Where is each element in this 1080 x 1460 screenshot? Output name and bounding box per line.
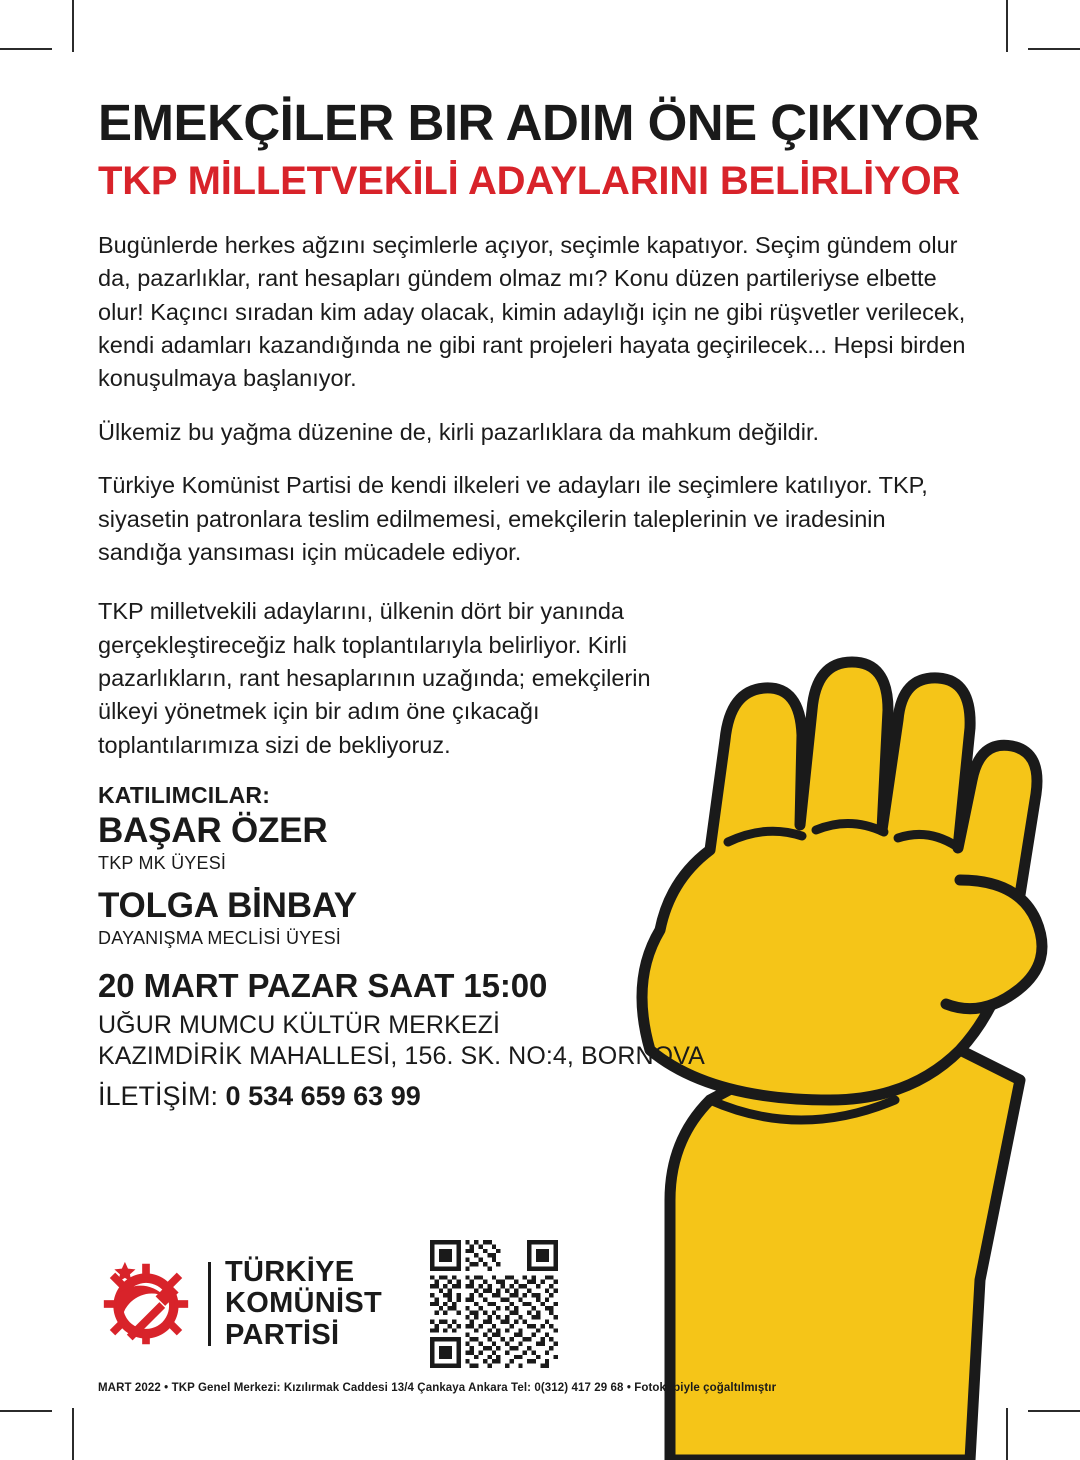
- poster-text-column: [98, 96, 988, 1112]
- logo-line-2: KOMÜNİST: [225, 1287, 383, 1320]
- hammer-sickle-gear-icon: [98, 1258, 194, 1350]
- participant-name: TOLGA BİNBAY: [98, 886, 357, 926]
- participant-2: [98, 886, 988, 949]
- participant-1: [98, 811, 988, 874]
- paragraph-2: Ülkemiz bu yağma düzenine de, kirli pazarlıklara da mahkum değildir.: [98, 418, 820, 445]
- contact-number[interactable]: 0 534 659 63 99: [225, 1081, 421, 1112]
- paragraph-3: Türkiye Komünist Partisi de kendi ilkeleri ve adayları ile seçimlere katılıyor. TKP, siyasetin patronlara teslim edilmemesi, emekçilerin taleplerinin ve iradesinin sandığa yansıması için mücadele ediyor.: [98, 472, 928, 565]
- page-subtitle: TKP MİLLETVEKİLİ ADAYLARINI BELİRLİYOR: [98, 159, 961, 204]
- imprint-line: MART 2022 • TKP Genel Merkezi: Kızılırmak Caddesi 13/4 Çankaya Ankara Tel: 0(312) 417 29 68 • Fotokopiyle çoğaltılmıştır: [98, 1382, 777, 1394]
- body-text: [98, 229, 968, 569]
- logo-divider: [208, 1262, 211, 1346]
- logo-row: [98, 1240, 738, 1368]
- qr-code[interactable]: [430, 1240, 558, 1368]
- participant-role: TKP MK ÜYESİ: [98, 853, 227, 874]
- logo-line-3: PARTİSİ: [225, 1318, 340, 1351]
- contact-line: [98, 1081, 988, 1112]
- page-title: EMEKÇİLER BIR ADIM ÖNE ÇIKIYOR: [98, 94, 980, 151]
- participants-label: KATILIMCILAR:: [98, 782, 271, 809]
- event-datetime: 20 MART PAZAR SAAT 15:00: [98, 967, 548, 1005]
- venue-name: UĞUR MUMCU KÜLTÜR MERKEZİ: [98, 1011, 501, 1040]
- participants-block: [98, 782, 988, 1112]
- paragraph-1: Bugünlerde herkes ağzını seçimlerle açıyor, seçimle kapatıyor. Seçim gündem olur da, pazarlıklar, rant hesapları gündem olmaz mı? Konu düzen partileriyse elbette olur! Kaçıncı sıradan kim aday olacak, kimin adaylığı için ne gibi rüşvetler verilecek, kendi adamları kazandığında ne gibi rant projeleri hayata geçirilecek... Hepsi birden konuşulmaya başlanıyor.: [98, 232, 966, 392]
- paragraph-4: TKP milletvekili adaylarını, ülkenin dört bir yanında gerçekleştireceğiz halk toplantılarıyla belirliyor. Kirli pazarlıkların, rant hesaplarının uzağında; emekçilerin ülkeyi yönetmek için bir adım öne çıkacağı toplantılarımıza sizi de bekliyoruz.: [98, 598, 651, 758]
- logo-wordmark: [225, 1257, 382, 1350]
- participant-role: DAYANIŞMA MECLİSİ ÜYESİ: [98, 928, 341, 949]
- venue-address: KAZIMDİRİK MAHALLESİ, 156. SK. NO:4, BORNOVA: [98, 1042, 705, 1071]
- footer: [98, 1240, 777, 1394]
- participant-name: BAŞAR ÖZER: [98, 811, 328, 851]
- logo-line-1: TÜRKİYE: [225, 1256, 355, 1289]
- contact-label: İLETİŞİM:: [98, 1081, 219, 1112]
- body-text-narrow: [98, 595, 658, 762]
